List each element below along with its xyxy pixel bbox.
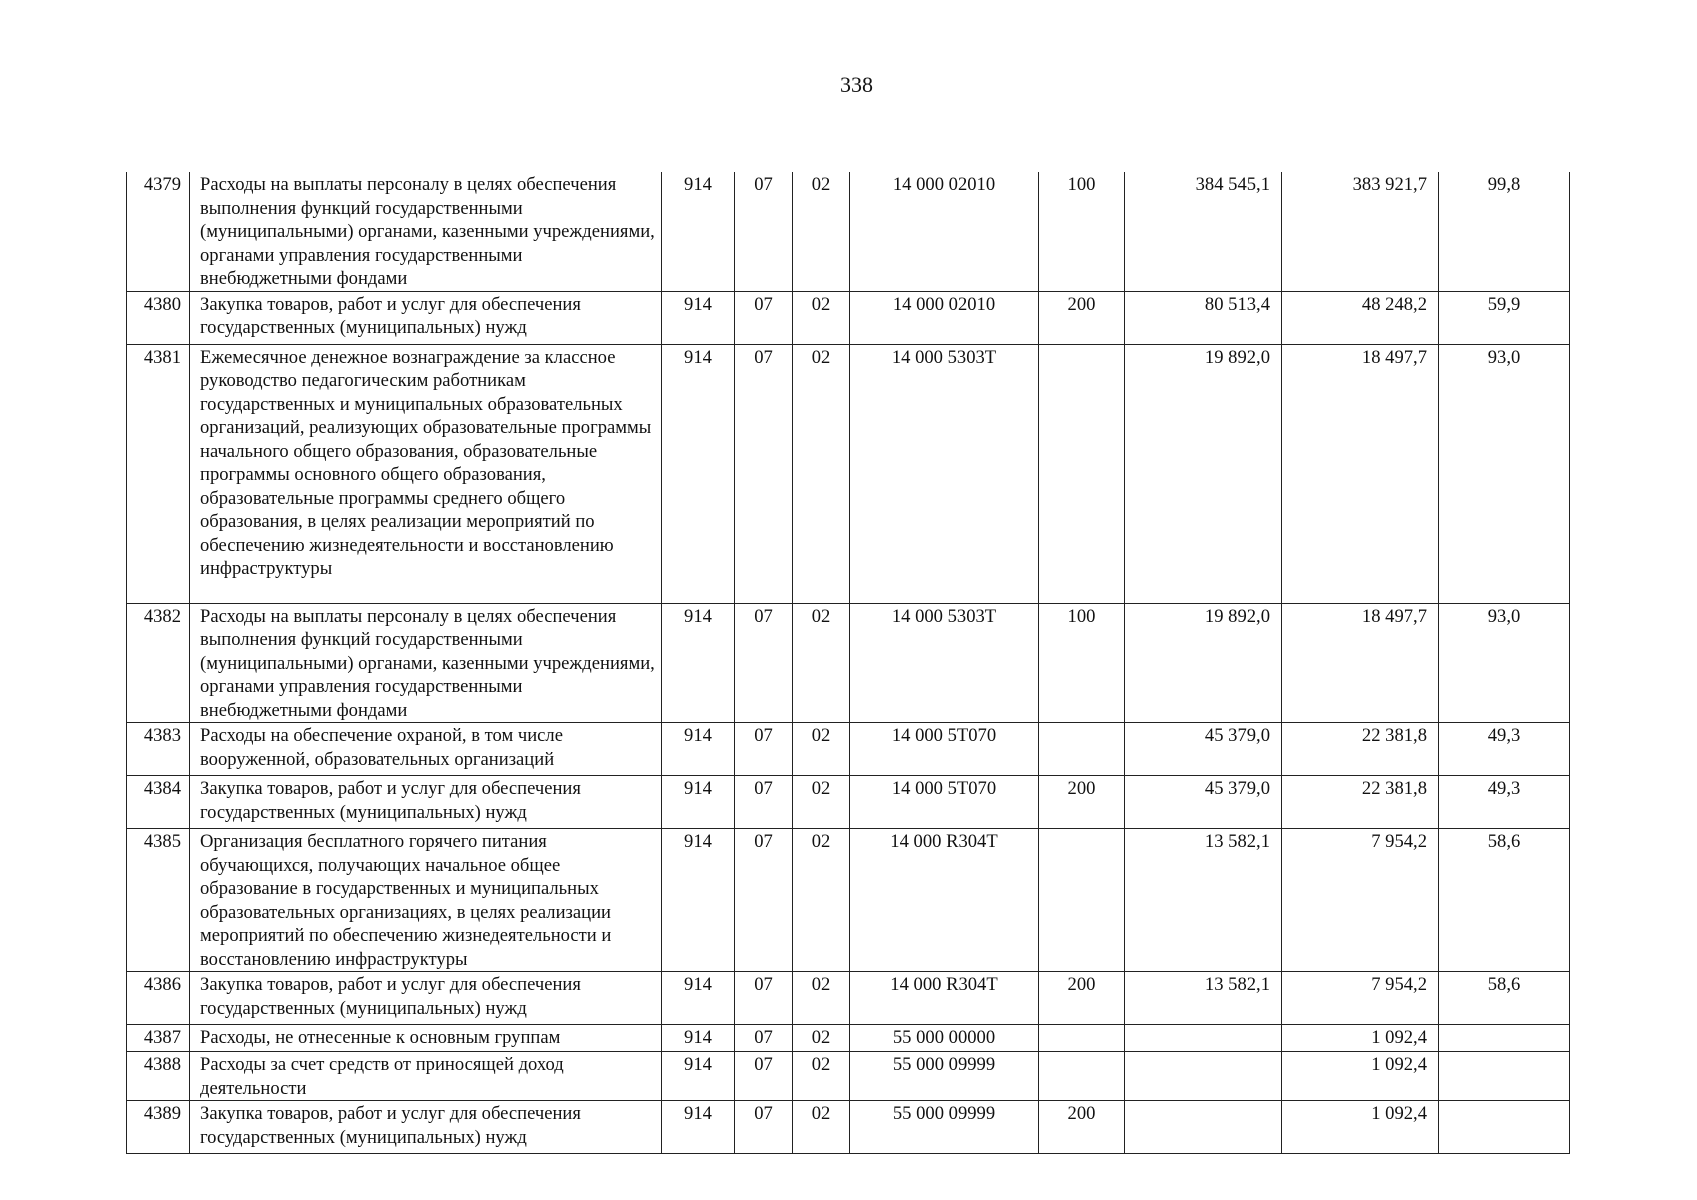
grbs-code-cell: 914 <box>662 344 735 603</box>
executed-amount-cell: 48 248,2 <box>1282 291 1439 344</box>
target-article-cell: 14 000 5303T <box>850 344 1039 603</box>
subsection-code-cell: 02 <box>793 1052 850 1101</box>
expense-type-cell: 200 <box>1039 972 1125 1025</box>
page-number: 338 <box>840 72 873 97</box>
row-number-cell: 4388 <box>127 1052 190 1101</box>
executed-amount-cell: 1 092,4 <box>1282 1052 1439 1101</box>
grbs-code-cell: 914 <box>662 1025 735 1052</box>
expense-type-cell: 200 <box>1039 776 1125 829</box>
percent-cell: 59,9 <box>1439 291 1570 344</box>
table-row <box>127 344 1570 603</box>
row-number-cell: 4385 <box>127 829 190 972</box>
percent-cell <box>1439 1052 1570 1101</box>
expense-name-cell: Расходы на выплаты персоналу в целях обеспечения выполнения функций государственными (муниципальными) органами, казенными учреждениями, органами управления государственными внебюджетными фондами <box>190 603 662 723</box>
planned-amount-cell <box>1125 1025 1282 1052</box>
executed-amount-cell: 383 921,7 <box>1282 172 1439 291</box>
expense-type-cell <box>1039 344 1125 603</box>
target-article-cell: 55 000 09999 <box>850 1101 1039 1154</box>
subsection-code-cell: 02 <box>793 291 850 344</box>
grbs-code-cell: 914 <box>662 172 735 291</box>
percent-cell <box>1439 1101 1570 1154</box>
expense-name-cell: Закупка товаров, работ и услуг для обеспечения государственных (муниципальных) нужд <box>190 291 662 344</box>
section-code-cell: 07 <box>735 291 793 344</box>
target-article-cell: 14 000 5303T <box>850 603 1039 723</box>
table-row <box>127 1025 1570 1052</box>
subsection-code-cell: 02 <box>793 1025 850 1052</box>
subsection-code-cell: 02 <box>793 1101 850 1154</box>
expense-type-cell <box>1039 1025 1125 1052</box>
subsection-code-cell: 02 <box>793 723 850 776</box>
expense-name-cell: Расходы, не отнесенные к основным группам <box>190 1025 662 1052</box>
percent-cell: 93,0 <box>1439 344 1570 603</box>
table-row <box>127 972 1570 1025</box>
section-code-cell: 07 <box>735 172 793 291</box>
grbs-code-cell: 914 <box>662 291 735 344</box>
table-body <box>127 172 1570 1154</box>
section-code-cell: 07 <box>735 1025 793 1052</box>
planned-amount-cell: 13 582,1 <box>1125 829 1282 972</box>
subsection-code-cell: 02 <box>793 829 850 972</box>
table-row <box>127 723 1570 776</box>
target-article-cell: 14 000 R304T <box>850 829 1039 972</box>
table-row <box>127 172 1570 291</box>
executed-amount-cell: 18 497,7 <box>1282 344 1439 603</box>
planned-amount-cell: 13 582,1 <box>1125 972 1282 1025</box>
executed-amount-cell: 22 381,8 <box>1282 723 1439 776</box>
expense-name-cell: Закупка товаров, работ и услуг для обеспечения государственных (муниципальных) нужд <box>190 776 662 829</box>
planned-amount-cell <box>1125 1052 1282 1101</box>
grbs-code-cell: 914 <box>662 723 735 776</box>
planned-amount-cell: 19 892,0 <box>1125 603 1282 723</box>
table-row <box>127 1052 1570 1101</box>
planned-amount-cell: 384 545,1 <box>1125 172 1282 291</box>
expense-type-cell: 100 <box>1039 172 1125 291</box>
percent-cell <box>1439 1025 1570 1052</box>
expense-type-cell: 100 <box>1039 603 1125 723</box>
percent-cell: 93,0 <box>1439 603 1570 723</box>
row-number-cell: 4383 <box>127 723 190 776</box>
subsection-code-cell: 02 <box>793 172 850 291</box>
budget-table <box>126 172 1570 1154</box>
grbs-code-cell: 914 <box>662 1101 735 1154</box>
expense-name-cell: Закупка товаров, работ и услуг для обеспечения государственных (муниципальных) нужд <box>190 1101 662 1154</box>
expense-type-cell <box>1039 723 1125 776</box>
row-number-cell: 4384 <box>127 776 190 829</box>
target-article-cell: 14 000 R304T <box>850 972 1039 1025</box>
percent-cell: 58,6 <box>1439 972 1570 1025</box>
expense-type-cell <box>1039 829 1125 972</box>
row-number-cell: 4380 <box>127 291 190 344</box>
percent-cell: 99,8 <box>1439 172 1570 291</box>
row-number-cell: 4382 <box>127 603 190 723</box>
expense-name-cell: Закупка товаров, работ и услуг для обеспечения государственных (муниципальных) нужд <box>190 972 662 1025</box>
executed-amount-cell: 22 381,8 <box>1282 776 1439 829</box>
row-number-cell: 4386 <box>127 972 190 1025</box>
percent-cell: 49,3 <box>1439 776 1570 829</box>
expense-name-cell: Расходы на выплаты персоналу в целях обеспечения выполнения функций государственными (муниципальными) органами, казенными учреждениями, органами управления государственными внебюджетными фондами <box>190 172 662 291</box>
subsection-code-cell: 02 <box>793 972 850 1025</box>
planned-amount-cell: 45 379,0 <box>1125 776 1282 829</box>
row-number-cell: 4381 <box>127 344 190 603</box>
subsection-code-cell: 02 <box>793 603 850 723</box>
section-code-cell: 07 <box>735 723 793 776</box>
expense-name-cell: Ежемесячное денежное вознаграждение за классное руководство педагогическим работникам государственных и муниципальных образовательных организаций, реализующих образовательные программы начального общего образования, образовательные программы основного общего образования, образовательные программы среднего общего образования, в целях реализации мероприятий по обеспечению жизнедеятельности и восстановлению инфраструктуры <box>190 344 662 603</box>
grbs-code-cell: 914 <box>662 829 735 972</box>
subsection-code-cell: 02 <box>793 344 850 603</box>
section-code-cell: 07 <box>735 603 793 723</box>
section-code-cell: 07 <box>735 1101 793 1154</box>
executed-amount-cell: 7 954,2 <box>1282 972 1439 1025</box>
expense-type-cell: 200 <box>1039 291 1125 344</box>
row-number-cell: 4379 <box>127 172 190 291</box>
section-code-cell: 07 <box>735 1052 793 1101</box>
target-article-cell: 55 000 09999 <box>850 1052 1039 1101</box>
table-row <box>127 829 1570 972</box>
target-article-cell: 55 000 00000 <box>850 1025 1039 1052</box>
expense-name-cell: Расходы на обеспечение охраной, в том числе вооруженной, образовательных организаций <box>190 723 662 776</box>
grbs-code-cell: 914 <box>662 776 735 829</box>
expense-name-cell: Организация бесплатного горячего питания обучающихся, получающих начальное общее образование в государственных и муниципальных образовательных организациях, в целях реализации мероприятий по обеспечению жизнедеятельности и восстановлению инфраструктуры <box>190 829 662 972</box>
section-code-cell: 07 <box>735 829 793 972</box>
executed-amount-cell: 18 497,7 <box>1282 603 1439 723</box>
percent-cell: 49,3 <box>1439 723 1570 776</box>
table-row <box>127 603 1570 723</box>
target-article-cell: 14 000 5T070 <box>850 723 1039 776</box>
grbs-code-cell: 914 <box>662 603 735 723</box>
section-code-cell: 07 <box>735 344 793 603</box>
table-row <box>127 291 1570 344</box>
target-article-cell: 14 000 5T070 <box>850 776 1039 829</box>
executed-amount-cell: 1 092,4 <box>1282 1025 1439 1052</box>
section-code-cell: 07 <box>735 776 793 829</box>
row-number-cell: 4389 <box>127 1101 190 1154</box>
planned-amount-cell <box>1125 1101 1282 1154</box>
expense-type-cell: 200 <box>1039 1101 1125 1154</box>
expense-name-cell: Расходы за счет средств от приносящей доход деятельности <box>190 1052 662 1101</box>
planned-amount-cell: 80 513,4 <box>1125 291 1282 344</box>
grbs-code-cell: 914 <box>662 972 735 1025</box>
row-number-cell: 4387 <box>127 1025 190 1052</box>
target-article-cell: 14 000 02010 <box>850 172 1039 291</box>
table-row <box>127 776 1570 829</box>
section-code-cell: 07 <box>735 972 793 1025</box>
executed-amount-cell: 1 092,4 <box>1282 1101 1439 1154</box>
percent-cell: 58,6 <box>1439 829 1570 972</box>
expense-type-cell <box>1039 1052 1125 1101</box>
subsection-code-cell: 02 <box>793 776 850 829</box>
executed-amount-cell: 7 954,2 <box>1282 829 1439 972</box>
planned-amount-cell: 19 892,0 <box>1125 344 1282 603</box>
target-article-cell: 14 000 02010 <box>850 291 1039 344</box>
grbs-code-cell: 914 <box>662 1052 735 1101</box>
planned-amount-cell: 45 379,0 <box>1125 723 1282 776</box>
table-row <box>127 1101 1570 1154</box>
